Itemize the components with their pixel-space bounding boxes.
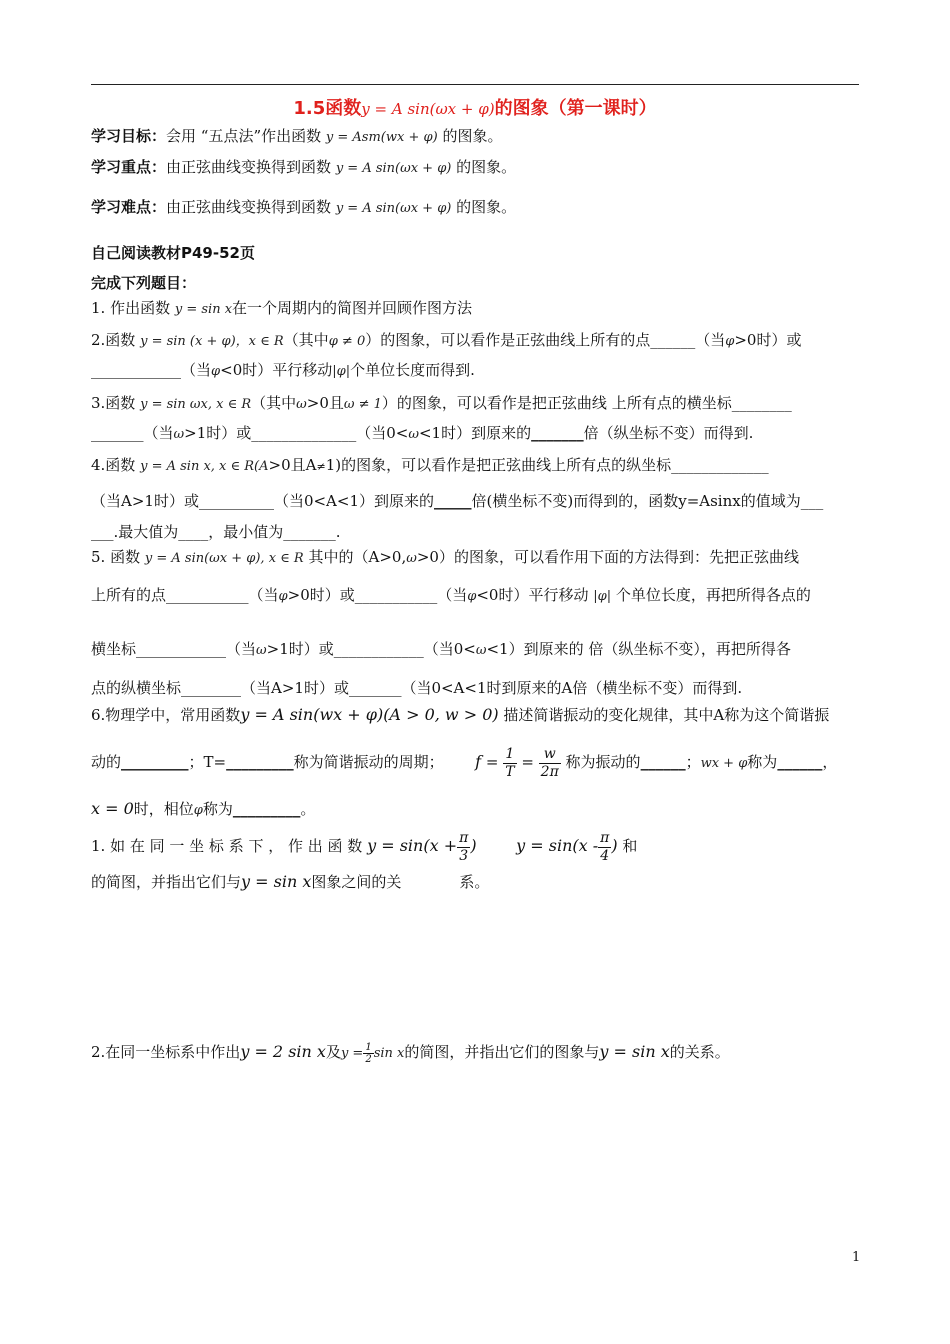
q2-abs-phi: |φ| bbox=[332, 364, 351, 379]
frac-num: w bbox=[539, 746, 561, 764]
q4-blank[interactable]: _____ bbox=[434, 492, 472, 510]
q5-text: >1时）或____________（当0< bbox=[266, 640, 476, 658]
q2-formula: y = sin (x + φ)，x ∈ R bbox=[140, 334, 284, 349]
ex2-formula-2: y = bbox=[340, 1046, 364, 1061]
q6-text: ；T= bbox=[188, 753, 227, 771]
q5-text: 个单位长度，再把所得各点的 bbox=[615, 586, 811, 604]
title-suffix: 的图象（第一课时） bbox=[494, 98, 657, 119]
frac-den: 3 bbox=[459, 847, 469, 864]
q4-text: >0且A bbox=[268, 456, 317, 474]
ex2-text: 2.在同一坐标系中作出 bbox=[91, 1043, 241, 1061]
fraction-1-over-T bbox=[503, 746, 516, 781]
q2-formula: φ ≠ 0 bbox=[328, 334, 366, 349]
q6-formula: x = 0 bbox=[91, 799, 134, 818]
q3-omega: ω bbox=[173, 427, 185, 442]
reading-instruction: 自己阅读教材P49-52页 bbox=[91, 244, 255, 262]
question-6-line2: 动的_________；T=_________称为简谐振动的周期； f = $\frac{1}{T}$ = $\frac{w}{2\pi}$ 称为振动的______；wx + φ称为______， bbox=[91, 745, 838, 780]
q3-formula: ω ≠ 1 bbox=[343, 397, 382, 412]
exercise-2 bbox=[91, 1038, 730, 1068]
q6-text: 称为 bbox=[202, 800, 233, 818]
frac-num: 1 bbox=[365, 1041, 372, 1053]
q4-formula: y = A sin x, x ∈ R(A bbox=[140, 459, 269, 474]
ex2-formula-3: y = sin x bbox=[599, 1042, 670, 1061]
q3-omega: ω bbox=[296, 397, 307, 412]
q2-text: ____________（当 bbox=[91, 361, 212, 379]
fraction-pi-over-4 bbox=[598, 830, 611, 865]
goal-text: 会用 “五点法”作出函数 bbox=[166, 127, 322, 145]
q2-text: （其中 bbox=[283, 331, 329, 349]
q4-text: 倍(横坐标不变)而得到的，函数y=Asinx的值域为___ bbox=[471, 492, 824, 510]
ex1-formula-3: y = sin x bbox=[241, 872, 312, 891]
goal-line bbox=[91, 125, 502, 149]
q6-text: 动的 bbox=[91, 753, 122, 771]
q2-text: 个单位长度而得到. bbox=[350, 361, 475, 379]
q4-text: （当A>1时）或__________（当0<A<1）到原来的 bbox=[91, 492, 435, 510]
question-3-line1 bbox=[91, 392, 792, 416]
focus-text: 由正弦曲线变换得到函数 bbox=[166, 158, 332, 176]
q1-text-tail: 在一个周期内的简图并回顾作图方法 bbox=[232, 299, 473, 317]
q6-text: 描述简谐振动的变化规律，其中A称为这个简谐振 bbox=[503, 706, 830, 724]
q5-text: <0时）平行移动 bbox=[476, 586, 589, 604]
q5-text: >0）的图象，可以看作用下面的方法得到：先把正弦曲线 bbox=[416, 548, 799, 566]
q6-text: 称为 bbox=[747, 753, 778, 771]
q1-formula: y = sin x bbox=[174, 302, 233, 317]
ex1-text: 1. 如 在 同 一 坐 标 系 下 ， 作 出 函 数 bbox=[91, 837, 363, 855]
frac-den: 2 bbox=[365, 1053, 372, 1065]
q2-phi: φ bbox=[211, 364, 221, 379]
ex2-text: 及 bbox=[325, 1043, 341, 1061]
fraction-w-over-2pi bbox=[539, 746, 561, 781]
q4-text: 4.函数 bbox=[91, 456, 136, 474]
q3-text: <1时）到原来的 bbox=[418, 424, 532, 442]
question-3-line2 bbox=[91, 422, 753, 446]
question-4-line1: 4.函数 y = A sin x, x ∈ R(A>0且A≠1)的图象，可以看作是把正弦曲线上所有点的纵坐标_____________ bbox=[91, 456, 769, 474]
q3-text: 倍（纵坐标不变）而得到. bbox=[583, 424, 754, 442]
difficulty-text: 由正弦曲线变换得到函数 bbox=[166, 198, 332, 216]
goal-tail: 的图象。 bbox=[442, 127, 503, 145]
q5-text: 5. 函数 bbox=[91, 548, 141, 566]
q6-text: 6.物理学中，常用函数 bbox=[91, 706, 241, 724]
q3-omega: ω bbox=[408, 427, 419, 442]
q1-text: 1. 作出函数 bbox=[91, 299, 171, 317]
q5-omega: ω bbox=[406, 551, 417, 566]
q5-formula: y = A sin(ωx + φ), x ∈ R bbox=[144, 551, 304, 566]
q5-text: 其中的（A>0, bbox=[308, 548, 407, 566]
q6-blank-phase[interactable]: ______ bbox=[777, 753, 823, 771]
top-rule bbox=[91, 84, 859, 85]
q6-text: 时，相位 bbox=[133, 800, 194, 818]
q3-text: _______（当 bbox=[91, 424, 174, 442]
q6-blank-amplitude[interactable]: _________ bbox=[121, 753, 189, 771]
q5-abs-phi: |φ| bbox=[593, 589, 612, 604]
q5-omega: ω bbox=[256, 643, 267, 658]
ex1-formula-2: y = sin(x - bbox=[516, 836, 599, 855]
question-2-line2 bbox=[91, 359, 475, 383]
ex1-formula-1: y = sin(x + bbox=[367, 836, 458, 855]
question-6-line1 bbox=[91, 704, 829, 726]
exercise-1-line2 bbox=[91, 871, 489, 893]
question-2-line1 bbox=[91, 329, 801, 353]
fraction-pi-over-3 bbox=[457, 830, 470, 865]
frac-num: π bbox=[459, 829, 469, 846]
frac-den: 4 bbox=[600, 847, 610, 864]
focus-tail: 的图象。 bbox=[456, 158, 517, 176]
ex2-formula-1: y = 2 sin x bbox=[240, 1042, 326, 1061]
q3-text: >0且 bbox=[306, 394, 344, 412]
question-1 bbox=[91, 297, 472, 321]
fraction-one-half bbox=[363, 1042, 373, 1065]
q2-text: ）的图象，可以看作是正弦曲线上所有的点______（当 bbox=[365, 331, 726, 349]
question-5-line3 bbox=[91, 638, 791, 662]
ex2-text: 的关系。 bbox=[669, 1043, 730, 1061]
q6-frequency-symbol: f bbox=[475, 752, 482, 771]
focus-label: 学习重点： bbox=[91, 158, 167, 176]
q2-phi: φ bbox=[725, 334, 735, 349]
ex1-text: 图象之间的关 bbox=[311, 873, 402, 891]
q6-formula: y = A sin(wx + φ)(A > 0, w > 0) bbox=[240, 705, 499, 724]
difficulty-label: 学习难点： bbox=[91, 198, 167, 216]
question-5-line4: 点的纵横坐标________（当A>1时）或_______（当0<A<1时到原来的A倍（横坐标不变）而得到. bbox=[91, 679, 743, 697]
page-number: 1 bbox=[852, 1250, 861, 1265]
q6-blank-period[interactable]: _________ bbox=[226, 753, 294, 771]
ex1-text: 系。 bbox=[459, 873, 490, 891]
difficulty-formula: y = A sin(ωx + φ) bbox=[335, 201, 452, 216]
question-5-line2 bbox=[91, 584, 811, 608]
task-heading: 完成下列题目： bbox=[91, 274, 197, 292]
focus-formula: y = A sin(ωx + φ) bbox=[335, 161, 452, 176]
q6-text: 。 bbox=[300, 800, 316, 818]
q3-text: （其中 bbox=[251, 394, 297, 412]
title-prefix: 1.5函数 bbox=[293, 98, 362, 119]
q6-phase-formula: wx + φ bbox=[700, 756, 748, 771]
question-6-line3 bbox=[91, 798, 315, 822]
frac-num: 1 bbox=[503, 746, 516, 764]
difficulty-tail: 的图象。 bbox=[456, 198, 517, 216]
q5-phi: φ bbox=[278, 589, 288, 604]
ex1-text: 的简图，并指出它们与 bbox=[91, 873, 242, 891]
q3-text: 3.函数 bbox=[91, 394, 136, 412]
exercise-1-line1: 1. 如 在 同 一 坐 标 系 下 ， 作 出 函 数 y = sin(x + $\frac{\pi}{3}$ ) y = sin(x - $\frac{\pi}{4}$ ) 和 bbox=[91, 829, 638, 864]
ex2-text: 的简图，并指出它们的图象与 bbox=[404, 1043, 600, 1061]
q5-omega: ω bbox=[475, 643, 487, 658]
difficulty-line bbox=[91, 196, 516, 220]
goal-formula: y = Asm(wx + φ) bbox=[325, 130, 438, 145]
q2-text: >0时）或 bbox=[734, 331, 802, 349]
question-4-line3: ___.最大值为____，最小值为_______. bbox=[91, 523, 341, 541]
question-4-line2 bbox=[91, 490, 823, 512]
q3-text: ）的图象，可以看作是把正弦曲线 上所有点的横坐标________ bbox=[381, 394, 792, 412]
frac-num: π bbox=[600, 829, 610, 846]
q5-text: 横坐标____________（当 bbox=[91, 640, 257, 658]
q5-text: <1）到原来的 倍（纵坐标不变），再把所得各 bbox=[486, 640, 791, 658]
q5-phi: φ bbox=[467, 589, 477, 604]
title-formula: y = A sin(ωx + φ) bbox=[361, 100, 495, 118]
q3-formula: y = sin ωx, x ∈ R bbox=[140, 397, 252, 412]
q3-text: >1时）或______________（当0< bbox=[184, 424, 409, 442]
q6-text: ； bbox=[685, 753, 701, 771]
question-5-line1 bbox=[91, 546, 799, 570]
q6-blank-initial-phase[interactable]: _________ bbox=[232, 800, 301, 818]
q5-text: 上所有的点___________（当 bbox=[91, 586, 279, 604]
q6-phi: φ bbox=[193, 803, 203, 818]
q2-text: <0时）平行移动 bbox=[220, 361, 333, 379]
q6-text: ， bbox=[822, 753, 838, 771]
q4-text: 1)的图象，可以看作是把正弦曲线上所有点的纵坐标_____________ bbox=[325, 456, 769, 474]
q6-text: 称为简谐振动的周期； bbox=[293, 753, 444, 771]
q3-blank[interactable]: _______ bbox=[531, 424, 584, 442]
frac-den: 2π bbox=[540, 763, 559, 780]
frac-den: T bbox=[505, 763, 515, 780]
q6-blank-frequency[interactable]: ______ bbox=[640, 753, 686, 771]
ex1-text: 和 bbox=[622, 837, 638, 855]
q5-text: >0时）或___________（当 bbox=[287, 586, 468, 604]
focus-line bbox=[91, 156, 516, 180]
page-title bbox=[0, 94, 950, 120]
ex2-formula-2-tail: sin x bbox=[373, 1046, 405, 1061]
goal-label: 学习目标： bbox=[91, 127, 167, 145]
q2-text: 2.函数 bbox=[91, 331, 136, 349]
q6-text: 称为振动的 bbox=[565, 753, 641, 771]
